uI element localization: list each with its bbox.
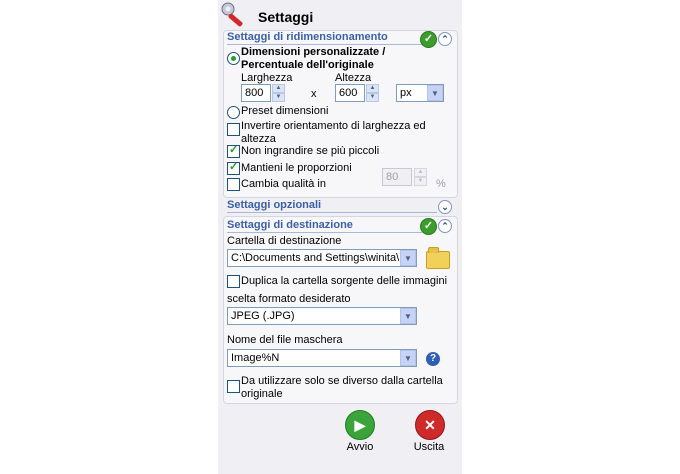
width-input[interactable]: 800 (241, 84, 271, 102)
quality-label: Cambia qualità in (241, 178, 326, 190)
preset-label: Preset dimensioni (241, 105, 329, 117)
destination-section-title: Settaggi di destinazione (227, 219, 353, 231)
folder-icon[interactable] (426, 251, 450, 269)
mask-label: Nome del file maschera (227, 334, 343, 346)
custom-size-label: Dimensioni personalizzate / (241, 46, 386, 58)
duplicate-checkbox[interactable] (227, 275, 240, 288)
collapse-icon[interactable]: ⌃ (438, 219, 452, 233)
start-button[interactable]: ▶ (345, 410, 375, 440)
format-select[interactable] (227, 307, 417, 325)
invert-checkbox[interactable] (227, 123, 240, 136)
help-icon[interactable]: ? (426, 352, 440, 366)
percent-label: % (436, 178, 446, 190)
only-if-different-label: Da utilizzare solo se diverso dalla cartella (241, 375, 443, 387)
no-enlarge-checkbox[interactable] (227, 145, 240, 158)
settings-panel (218, 0, 462, 474)
tools-icon (219, 1, 249, 27)
only-if-different-checkbox[interactable] (227, 380, 240, 393)
unit-value: px (400, 87, 412, 99)
height-input[interactable]: 600 (335, 84, 365, 102)
no-enlarge-label: Non ingrandire se più piccoli (241, 145, 380, 157)
exit-button[interactable]: ✕ (415, 410, 445, 440)
format-value: JPEG (.JPG) (231, 310, 295, 322)
folder-label: Cartella di destinazione (227, 235, 342, 247)
preset-radio[interactable] (227, 106, 240, 119)
start-label: Avvio (346, 441, 374, 453)
width-label: Larghezza (241, 72, 293, 84)
expand-icon[interactable]: ⌄ (438, 200, 452, 214)
mask-value: Image%N (231, 352, 280, 364)
quality-checkbox[interactable] (227, 178, 240, 191)
folder-select[interactable] (227, 249, 417, 267)
collapse-icon[interactable]: ⌃ (438, 32, 452, 46)
custom-size-radio[interactable] (227, 52, 240, 65)
divider (227, 232, 422, 233)
page-title: Settaggi (258, 9, 314, 25)
duplicate-label: Duplica la cartella sorgente delle immagini (241, 275, 448, 287)
keep-ratio-label: Mantieni le proporzioni (241, 162, 352, 174)
height-label: Altezza (335, 72, 372, 84)
check-ok-icon: ✓ (420, 31, 437, 48)
chevron-down-icon[interactable]: ▼ (400, 250, 416, 266)
chevron-down-icon[interactable]: ▼ (400, 308, 416, 324)
resize-section-title: Settaggi di ridimensionamento (227, 31, 388, 43)
optional-section-title[interactable]: Settaggi opzionali (227, 199, 322, 211)
mask-select[interactable] (227, 349, 417, 367)
quality-spinner[interactable]: ▲ ▼ (414, 168, 427, 186)
height-spinner[interactable]: ▲ ▼ (366, 84, 379, 102)
width-spinner[interactable]: ▲ ▼ (272, 84, 285, 102)
custom-size-label-2: Percentuale dell'originale (241, 59, 374, 71)
chevron-down-icon[interactable]: ▼ (400, 350, 416, 366)
divider (227, 44, 422, 45)
check-ok-icon: ✓ (420, 218, 437, 235)
invert-label-2: altezza (241, 133, 276, 145)
folder-value: C:\Documents and Settings\winita\ (231, 252, 400, 264)
keep-ratio-checkbox[interactable] (227, 162, 240, 175)
format-label: scelta formato desiderato (227, 293, 351, 305)
only-if-different-label-2: originale (241, 388, 283, 400)
quality-input[interactable]: 80 (382, 168, 412, 186)
times-label: x (311, 88, 317, 100)
divider (227, 212, 437, 213)
invert-label: Invertire orientamento di larghezza ed (241, 120, 426, 132)
exit-label: Uscita (413, 441, 445, 453)
chevron-down-icon[interactable]: ▼ (427, 85, 443, 101)
